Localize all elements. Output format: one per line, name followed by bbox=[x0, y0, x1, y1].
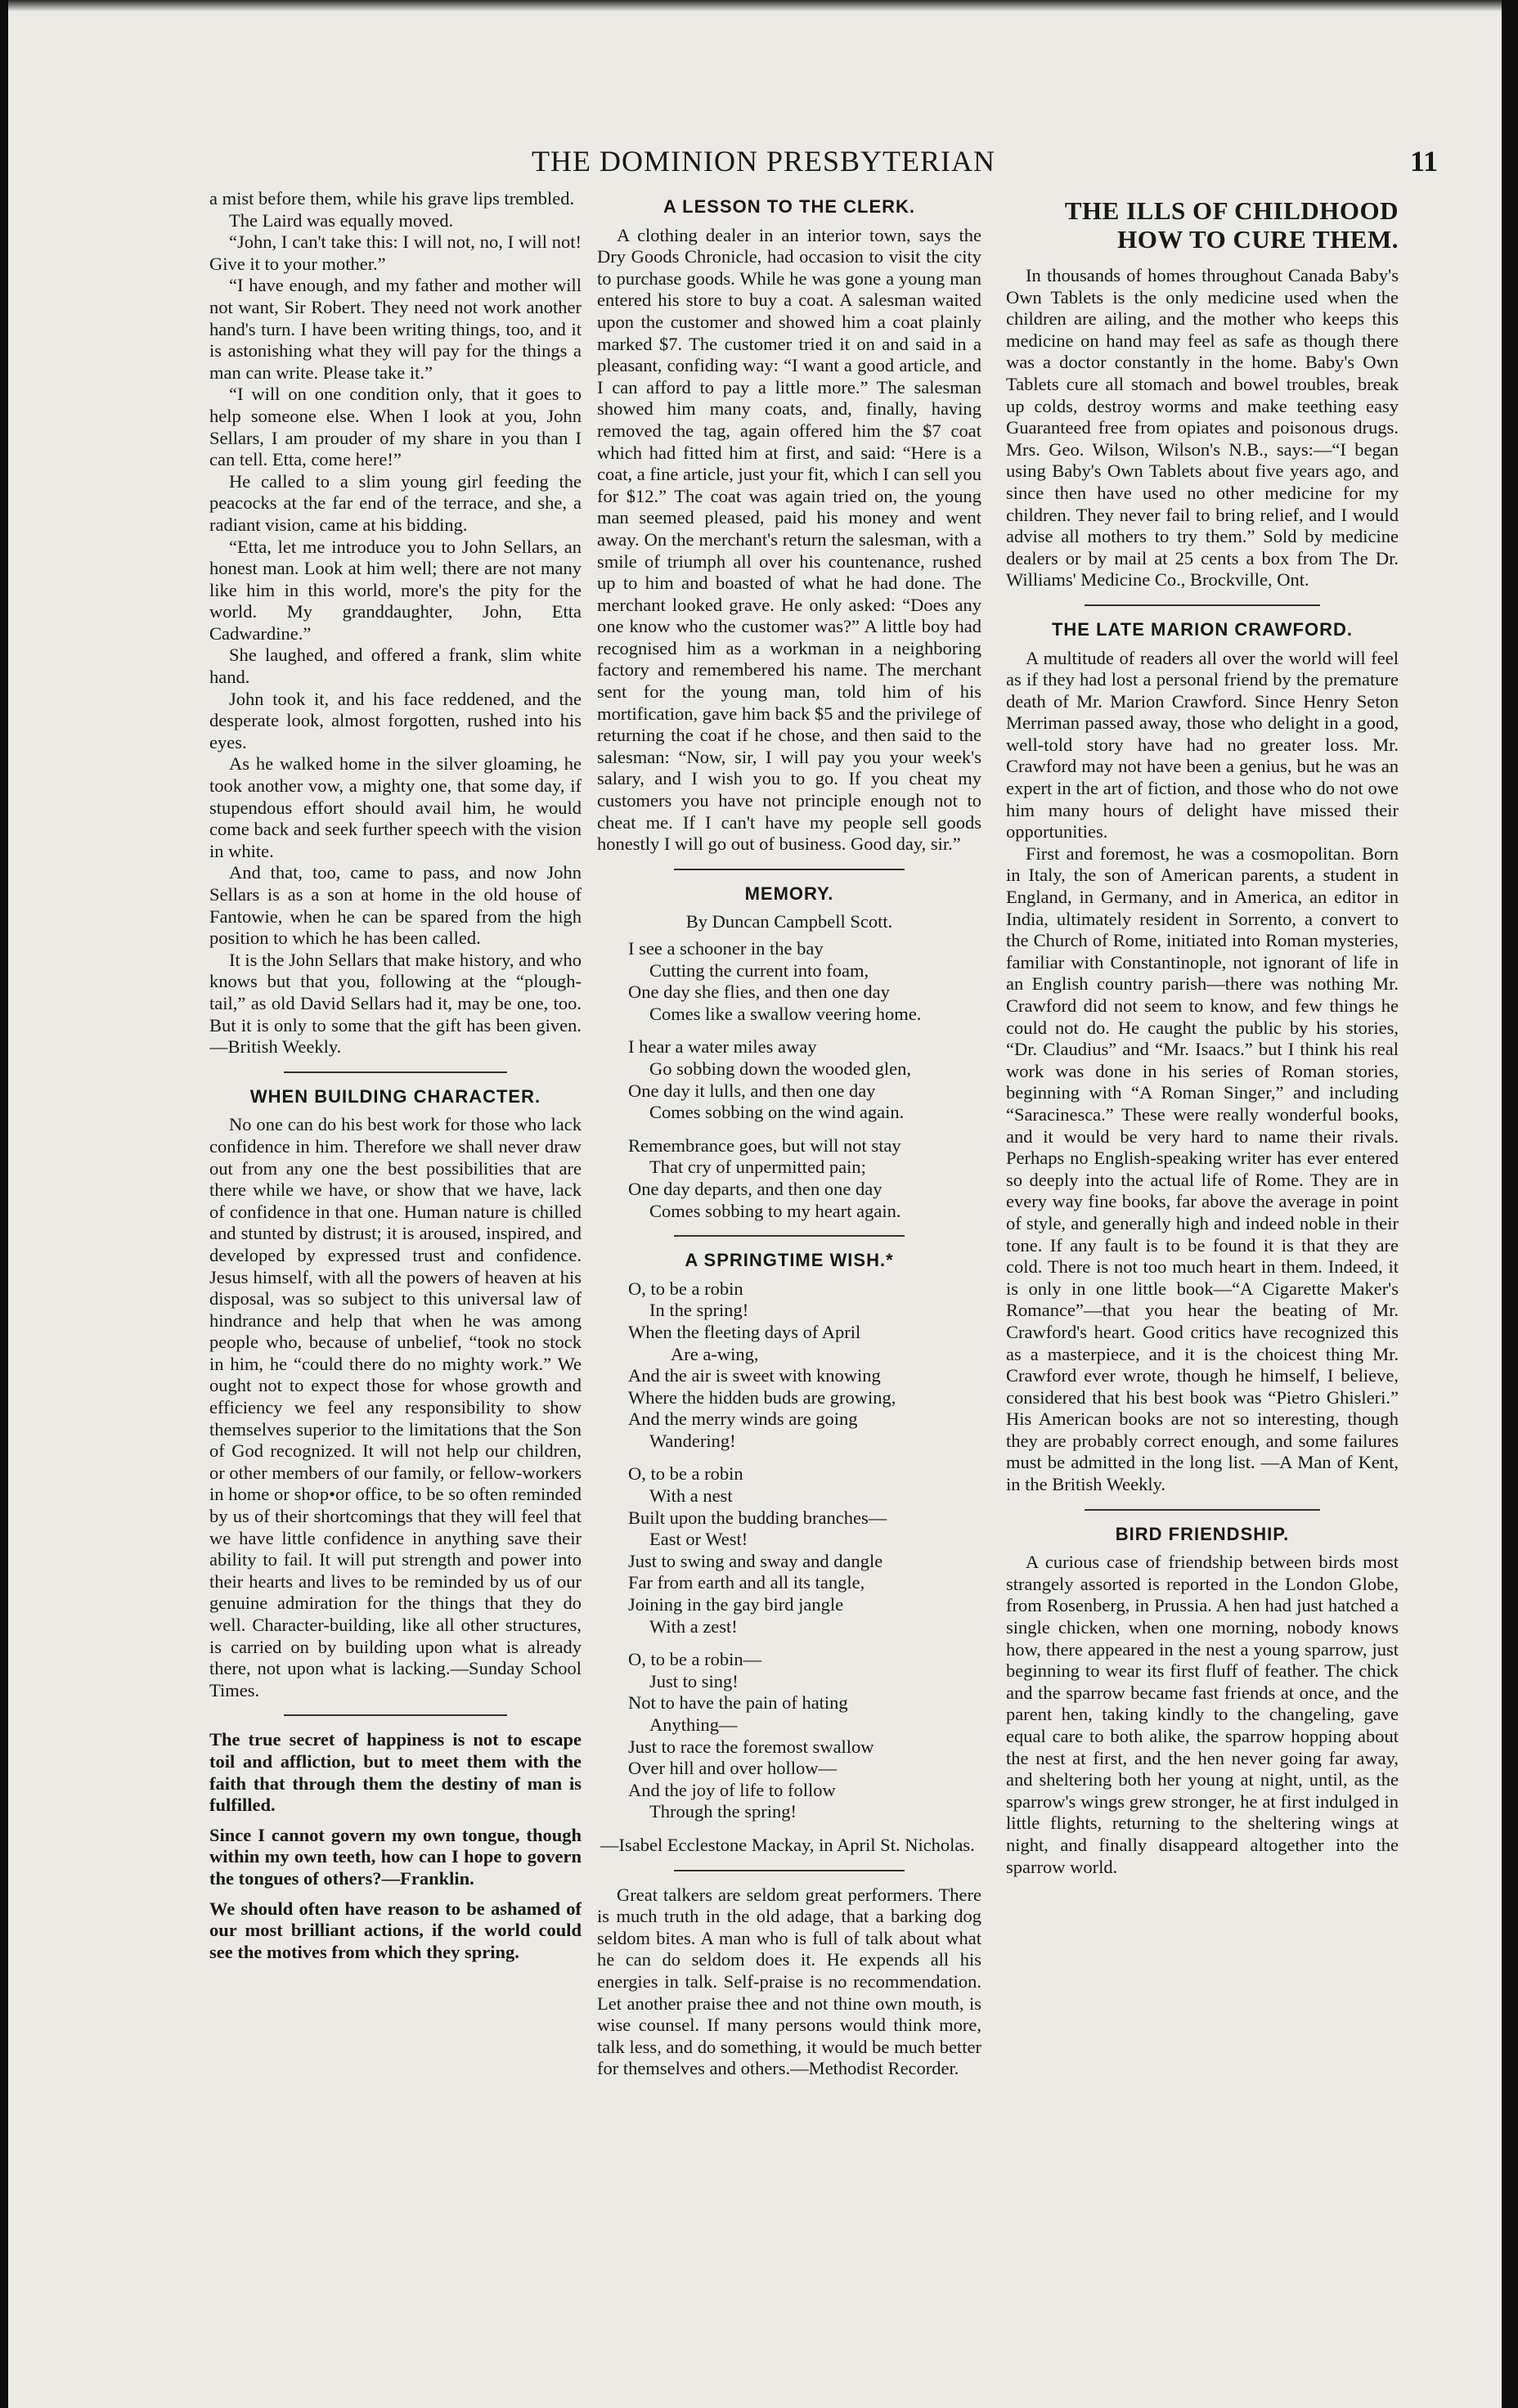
poem-line: East or West! bbox=[649, 1529, 748, 1550]
poem-line: Are a-wing, bbox=[671, 1343, 759, 1364]
poem-line: Where the hidden buds are growing, bbox=[628, 1386, 896, 1408]
poem-line: That cry of unpermitted pain; bbox=[649, 1157, 866, 1178]
poem-stanza bbox=[628, 1278, 981, 1453]
heading-line: THE ILLS OF CHILDHOOD bbox=[1064, 196, 1399, 225]
newspaper-page bbox=[8, 0, 1502, 2408]
divider-rule bbox=[284, 1714, 507, 1716]
heading-line: HOW TO CURE THEM. bbox=[1117, 225, 1399, 254]
poem-stanza bbox=[628, 1135, 981, 1222]
article-heading: THE LATE MARION CRAWFORD. bbox=[1051, 618, 1353, 640]
divider-rule bbox=[674, 869, 905, 870]
poem-credit: —Isabel Ecclestone Mackay, in April St. Nicholas. bbox=[600, 1834, 975, 1855]
poem-line: Anything— bbox=[649, 1714, 738, 1735]
poem-line: O, to be a robin— bbox=[628, 1649, 762, 1670]
poem-line: One day departs, and then one day bbox=[628, 1178, 883, 1199]
paragraph: It is the John Sellars that make history, and who knows but that you, following at the “plough-tail,” as old David Sellars had it, may be one, too. But it is only to some that the gift has been given.—British Weekly. bbox=[209, 949, 582, 1058]
poem bbox=[628, 1278, 981, 1823]
poem-line: One day she flies, and then one day bbox=[628, 982, 890, 1003]
divider-rule bbox=[1085, 604, 1320, 606]
maxims bbox=[209, 1729, 582, 1963]
poem-stanza bbox=[628, 1036, 981, 1123]
paragraph: “I will on one condition only, that it goes to help someone else. When I look at you, John Sellars, I am prouder of my share in you than I can tell. Etta, come here!” bbox=[209, 384, 582, 470]
article-heading: A SPRINGTIME WISH.* bbox=[685, 1250, 894, 1271]
paragraph: She laughed, and offered a frank, slim white hand. bbox=[209, 645, 582, 688]
article-body bbox=[209, 188, 582, 1058]
paragraph: The Laird was equally moved. bbox=[229, 209, 454, 231]
poem-stanza bbox=[628, 1463, 981, 1638]
poem-line: With a nest bbox=[649, 1485, 733, 1507]
poem-line: Just to race the foremost swallow bbox=[628, 1736, 874, 1757]
divider-rule bbox=[1085, 1509, 1320, 1511]
poem-line: O, to be a robin bbox=[628, 1463, 743, 1485]
poem-line: O, to be a robin bbox=[628, 1278, 743, 1299]
poem-line: Comes like a swallow veering home. bbox=[649, 1003, 922, 1024]
poem-line: Go sobbing down the wooded glen, bbox=[649, 1058, 911, 1079]
poem-line: I see a schooner in the bay bbox=[628, 938, 824, 959]
paragraph: A clothing dealer in an interior town, says the Dry Goods Chronicle, had occasion to visit the city to purchase goods. While he was gone a young man entered his store to buy a coat. A salesman waited upon the customer and showed him a coat plainly marked $7. The customer tried it on and said in a pleasant, confiding way: “I want a good article, and I can afford to pay a little more.” The salesman showed him many coats, and, finally, having removed the tag, again offered him the $7 coat which had fitted him at first, and said: “Here is a coat, a fine article, just your fit, which I can sell you for $12.” The coat was again tried on, the young man seemed pleased, paid his money and went away. On the merchant's return the salesman, with a smile of triumph all over his countenance, rushed up to him and boasted of what he had done. The merchant looked grave. He only asked: “Does any one know who the customer was?” A little boy had recognised him as a workman in a neighboring factory and remembered his name. The merchant sent for the young man, told him of his mortification, gave him back $5 and the privilege of returning the coat if he chose, and then said to the salesman: “Now, sir, I will pay you your week's salary, and I wish you to go. If you cheat my customers you have not principle enough not to cheat me. If I can't have my people sell goods honestly I will go out of business. Good day, sir.” bbox=[597, 224, 981, 855]
poem-line: With a zest! bbox=[649, 1615, 738, 1637]
column-middle bbox=[597, 188, 981, 2258]
poem-line: Far from earth and all its tangle, bbox=[628, 1572, 865, 1593]
page-number: 11 bbox=[1409, 145, 1438, 177]
article-body bbox=[209, 1114, 582, 1701]
poem-byline: By Duncan Campbell Scott. bbox=[685, 911, 893, 932]
column-left bbox=[209, 188, 582, 2258]
article-heading: BIRD FRIENDSHIP. bbox=[1115, 1523, 1290, 1544]
paragraph: “I have enough, and my father and mother will not want, Sir Robert. They need not work another hand's turn. I have been writing things, too, and it is astonishing what they will pay for the things a man can write. Please take it.” bbox=[209, 275, 582, 383]
article-heading: A LESSON TO THE CLERK. bbox=[662, 196, 916, 217]
paragraph: A curious case of friendship between birds most strangely assorted is reported in the London Globe, from Rosenberg, in Prussia. A hen had just hatched a single chicken, when one morning, nobody knows how, there appeared in the nest a young sparrow, just beginning to wear its first fluff of feather. The chick and the sparrow became fast friends at once, and the parent hen, taking kindly to the changeling, gave equal care to both alike, the sparrow hopping about the nest at first, and the hen never going far away, and sheltering both her young at night, until, as the sparrow's wings grew stronger, he at first indulged in little flights, returning to the sheltering wings at night, and finally disappeard altogether into the sparrow world. bbox=[1006, 1552, 1399, 1877]
divider-rule bbox=[284, 1071, 507, 1073]
poem-line: Not to have the pain of hating bbox=[628, 1692, 848, 1714]
poem-line: Remembrance goes, but will not stay bbox=[628, 1134, 901, 1156]
poem-line: And the air is sweet with knowing bbox=[628, 1365, 881, 1386]
paragraph: And that, too, came to pass, and now John Sellars is as a son at home in the old house of Fantowie, when he can be spared from the high position to which he has been called. bbox=[209, 862, 582, 949]
poem-line: And the joy of life to follow bbox=[628, 1779, 836, 1800]
poem-line: Over hill and over hollow— bbox=[628, 1758, 837, 1779]
article-body bbox=[1006, 265, 1399, 591]
maxim-paragraph: The true secret of happiness is not to escape toil and affliction, but to meet them with the faith that through them the destiny of man is fulfilled. bbox=[209, 1729, 582, 1816]
paragraph: “Etta, let me introduce you to John Sellars, an honest man. Look at him well; there are not many like him in this world, more's the pity for the world. My granddaughter, John, Etta Cadwardine.” bbox=[209, 536, 582, 644]
article-heading: WHEN BUILDING CHARACTER. bbox=[249, 1085, 541, 1107]
poem-line: I hear a water miles away bbox=[628, 1036, 817, 1058]
masthead bbox=[8, 144, 1502, 183]
divider-rule bbox=[674, 1235, 905, 1237]
poem-line: Wandering! bbox=[649, 1430, 736, 1451]
paragraph: He called to a slim young girl feeding the peacocks at the far end of the terrace, and she, a radiant vision, came at his bidding. bbox=[209, 470, 582, 535]
article-heading: MEMORY. bbox=[744, 883, 834, 904]
maxim-paragraph: Since I cannot govern my own tongue, though within my own teeth, how can I hope to govern the tongues of others?—Franklin. bbox=[209, 1824, 582, 1889]
paragraph: A multitude of readers all over the world will feel as if they had lost a personal friend by the premature death of Mr. Marion Crawford. Since Henry Seton Merriman passed away, those who delight in a good, well-told story have had no greater loss. Mr. Crawford may not have been a genius, but he was an expert in the art of fiction, and those who do not owe him many hours of delight have missed their opportunities. bbox=[1006, 647, 1399, 842]
poem-line: Just to swing and sway and dangle bbox=[628, 1550, 883, 1571]
article-body bbox=[1006, 648, 1399, 1496]
poem-line: Built upon the budding branches— bbox=[628, 1507, 887, 1528]
paragraph: In thousands of homes throughout Canada Baby's Own Tablets is the only medicine used when the children are ailing, and the mother who keeps this medicine on hand may feel as safe as though there was a doctor constantly in the home. Baby's Own Tablets cure all stomach and bowel troubles, break up colds, destroy worms and make teething easy Guaranteed free from opiates and poisonous drugs. Mrs. Geo. Wilson, Wilson's N.B., says:—“I began using Baby's Own Tablets about five years ago, and since then have used no other medicine for my children. They never fail to bring relief, and I would advise all mothers to try them.” Sold by medicine dealers or by mail at 25 cents a box from The Dr. Williams' Medicine Co., Brockville, Ont. bbox=[1006, 265, 1399, 591]
poem bbox=[628, 938, 981, 1222]
poem-line: In the spring! bbox=[649, 1300, 749, 1321]
paragraph: Great talkers are seldom great performers. There is much truth in the old adage, that a barking dog seldom bites. A man who is full of talk about what he can do seldom does it. He expends all his energies in talk. Self-praise is no recommendation. Let another praise thee and not thine own mouth, is wise counsel. If many persons would think more, talk less, and do something, it would be much better for themselves and others.—Methodist Recorder. bbox=[597, 1884, 981, 2079]
paragraph: a mist before them, while his grave lips trembled. bbox=[209, 188, 575, 209]
article-body bbox=[597, 1885, 981, 2080]
poem-line: Through the spring! bbox=[649, 1801, 797, 1822]
poem-line: Just to sing! bbox=[649, 1670, 739, 1691]
article-body bbox=[1006, 1552, 1399, 1878]
paragraph: “John, I can't take this: I will not, no, I will not! Give it to your mother.” bbox=[209, 231, 582, 274]
poem-line: When the fleeting days of April bbox=[628, 1321, 861, 1342]
poem-stanza bbox=[628, 938, 981, 1025]
advert-heading bbox=[1006, 196, 1399, 254]
poem-line: Comes sobbing on the wind again. bbox=[649, 1102, 905, 1123]
article-body bbox=[597, 225, 981, 856]
poem-line: Cutting the current into foam, bbox=[649, 959, 869, 981]
poem-line: Comes sobbing to my heart again. bbox=[649, 1200, 901, 1221]
column-right bbox=[1006, 188, 1399, 2258]
divider-rule bbox=[674, 1870, 905, 1871]
poem-line: And the merry winds are going bbox=[628, 1408, 858, 1430]
publication-title: THE DOMINION PRESBYTERIAN bbox=[532, 145, 995, 177]
poem-line: One day it lulls, and then one day bbox=[628, 1080, 876, 1101]
maxim-paragraph: We should often have reason to be ashamed of our most brilliant actions, if the world could see the motives from which they spring. bbox=[209, 1898, 582, 1962]
poem-stanza bbox=[628, 1649, 981, 1823]
poem-line: Joining in the gay bird jangle bbox=[628, 1594, 844, 1615]
paragraph: First and foremost, he was a cosmopolitan. Born in Italy, the son of American parents, a student in England, in Germany, and in America, an editor in India, ultimately resident in Sorrento, a convert to the Church of Rome, initiated into Roman mysteries, familiar with Constantinople, not ignorant of life in an English country parish—there was nothing Mr. Crawford did not seem to know, and few things he could not do. He caught the public by his stories, “Dr. Claudius” and “Mr. Isaacs.” but I think his real work was done in his series of Roman stories, beginning with “A Roman Singer,” and including “Saracinesca.” These were really wonderful books, and it would be very hard to name their rivals. Perhaps no English-speaking writer has ever entered so deeply into the actual life of Rome. They are in every way fine books, far above the average in point of style, and generally high and indeed noble in their tone. If any fault is to be found it is that they are cold. There is not too much heart in them. Indeed, it is only in one little book—“A Cigarette Maker's Romance”—that you hear the beating of Mr. Crawford's heart. Good critics have recognized this as a masterpiece, and it is the choicest thing Mr. Crawford ever wrote, though he himself, I believe, considered that his best book was “Pietro Ghisleri.” His American books are not so interesting, though they are probably correct enough, and some failures must be admitted in the long list. —A Man of Kent, in the British Weekly. bbox=[1006, 842, 1399, 1495]
paragraph: No one can do his best work for those who lack confidence in him. Therefore we shall never draw out from any one the best possibilities that are there while we have, or show that we have, lack of confidence in that one. Human nature is chilled and stunted by distrust; it is aroused, inspired, and developed by expressed trust and confidence. Jesus himself, with all the powers of heaven at his disposal, was so subject to this universal law of hindrance and help that when he was among people who, because of unbelief, “took no stock in him, he “could there do no mighty work.” We ought not to expect those for whose growth and efficiency we feel any responsibility to show themselves superior to the limitations that the Son of God recognized. It will not help our children, or other members of our family, or fellow-workers in home or shop•or office, to be so often reminded by us of their shortcomings that they will feel that we have little confidence in anything save their ability to fail. It will put strength and power into their hearts and lives to be reminded by us of our genuine admiration for the things that they do well. Character-building, like all other structures, is carried on by building upon what is already there, not upon what is lacking.—Sunday School Times. bbox=[209, 1114, 582, 1700]
paragraph: John took it, and his face reddened, and the desperate look, almost forgotten, rushed into his eyes. bbox=[209, 688, 582, 752]
paragraph: As he walked home in the silver gloaming, he took another vow, a mighty one, that some day, if stupendous effort should avail him, he would come back and seek further speech with the vision in white. bbox=[209, 753, 582, 861]
